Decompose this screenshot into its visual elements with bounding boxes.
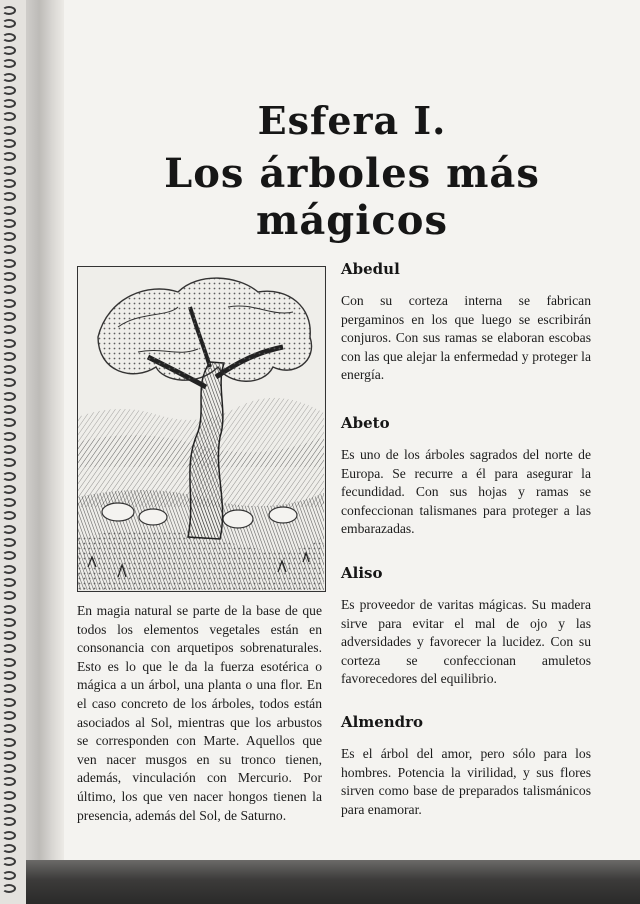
spiral-ring <box>2 644 16 653</box>
spiral-ring <box>2 511 16 520</box>
spiral-ring <box>2 166 16 175</box>
spiral-ring <box>2 206 16 215</box>
spiral-ring <box>2 698 16 707</box>
spiral-ring <box>2 458 16 467</box>
spiral-ring <box>2 857 16 866</box>
section-paragraph: Con su corteza interna se fabrican pergaminos en los que luego se escribirán conjuros. Con sus ramas se elaboran escobas con las que alejar la enfermedad y proteger la energía. <box>341 293 591 383</box>
spiral-ring <box>2 285 16 294</box>
spiral-ring <box>2 631 16 640</box>
section-heading: Aliso <box>341 564 383 582</box>
spiral-ring <box>2 538 16 547</box>
spiral-ring <box>2 86 16 95</box>
spiral-binding <box>0 0 26 904</box>
spiral-ring <box>2 73 16 82</box>
spiral-ring <box>2 764 16 773</box>
spiral-ring <box>2 498 16 507</box>
spiral-ring <box>2 33 16 42</box>
section-abeto <box>341 414 591 539</box>
spiral-ring <box>2 618 16 627</box>
spiral-ring <box>2 418 16 427</box>
spiral-ring <box>2 777 16 786</box>
section-abedul <box>341 260 591 385</box>
spiral-ring <box>2 751 16 760</box>
spiral-ring <box>2 445 16 454</box>
spiral-ring <box>2 219 16 228</box>
spiral-ring <box>2 844 16 853</box>
spiral-ring <box>2 392 16 401</box>
section-paragraph: Es el árbol del amor, pero sólo para los hombres. Potencia la virilidad, y sus flores sirven como base de preparados talismánicos para enamorar. <box>341 746 591 817</box>
spiral-ring <box>2 578 16 587</box>
page-gutter <box>26 0 64 904</box>
section-heading: Almendro <box>341 713 424 731</box>
tree-illustration <box>77 266 326 592</box>
spiral-ring <box>2 884 16 893</box>
spiral-ring <box>2 245 16 254</box>
section-heading: Abeto <box>341 414 390 432</box>
section-paragraph: Es proveedor de varitas mágicas. Su madera sirve para evitar el mal de ojo y las adversidades y favorecer la lucidez. Con su corteza se confeccionan amuletos favorecedores del equilibrio. <box>341 597 591 687</box>
section-heading: Abedul <box>341 260 400 278</box>
spiral-ring <box>2 59 16 68</box>
spiral-ring <box>2 817 16 826</box>
spiral-ring <box>2 831 16 840</box>
section-almendro <box>341 713 591 819</box>
section-paragraph: Es uno de los árboles sagrados del norte de Europa. Se recurre a él para asegurar la fecundidad. Con sus hojas y ramas se confeccionan talismanes para proteger a las embarazadas. <box>341 447 591 537</box>
chapter-title: Esfera I. <box>257 98 447 143</box>
intro-column <box>77 602 322 825</box>
spiral-ring <box>2 339 16 348</box>
spiral-ring <box>2 19 16 28</box>
spiral-ring <box>2 738 16 747</box>
spiral-ring <box>2 658 16 667</box>
spiral-ring <box>2 605 16 614</box>
spiral-ring <box>2 126 16 135</box>
spiral-ring <box>2 365 16 374</box>
spiral-ring <box>2 6 16 15</box>
spiral-ring <box>2 112 16 121</box>
spiral-ring <box>2 472 16 481</box>
spiral-ring <box>2 259 16 268</box>
spiral-ring <box>2 871 16 880</box>
spiral-ring <box>2 432 16 441</box>
spiral-ring <box>2 99 16 108</box>
spiral-ring <box>2 684 16 693</box>
spiral-ring <box>2 551 16 560</box>
spiral-ring <box>2 485 16 494</box>
spiral-ring <box>2 525 16 534</box>
spiral-ring <box>2 46 16 55</box>
spiral-ring <box>2 325 16 334</box>
spiral-ring <box>2 671 16 680</box>
intro-paragraph: En magia natural se parte de la base de que todos los elementos vegetales están en consonancia con arquetipos sobrenaturales. Esto es lo que le da la fuerza esotérica o mágica a un árbol, una planta o una flor. En el caso concreto de los árboles, todos están asociados al Sol, mientras que los arbustos se corresponden con Marte. Aquellos que ven nacer musgos en su tronco tienen, además, vinculación con Mercurio. Por último, los que ven nacer hongos tienen la presencia, además del Sol, de Saturno. <box>77 603 322 823</box>
spiral-ring <box>2 272 16 281</box>
spiral-ring <box>2 139 16 148</box>
spiral-ring <box>2 565 16 574</box>
spiral-ring <box>2 724 16 733</box>
spiral-ring <box>2 299 16 308</box>
spiral-ring <box>2 352 16 361</box>
spiral-ring <box>2 179 16 188</box>
spiral-ring <box>2 152 16 161</box>
spiral-ring <box>2 312 16 321</box>
spiral-ring <box>2 791 16 800</box>
spiral-ring <box>2 804 16 813</box>
chapter-subtitle: Los árboles más mágicos <box>164 150 540 244</box>
scan-shadow-band <box>26 860 640 904</box>
spiral-ring <box>2 591 16 600</box>
spiral-ring <box>2 405 16 414</box>
spiral-ring <box>2 711 16 720</box>
spiral-ring <box>2 378 16 387</box>
spiral-ring <box>2 232 16 241</box>
spiral-ring <box>2 192 16 201</box>
section-aliso <box>341 564 591 689</box>
